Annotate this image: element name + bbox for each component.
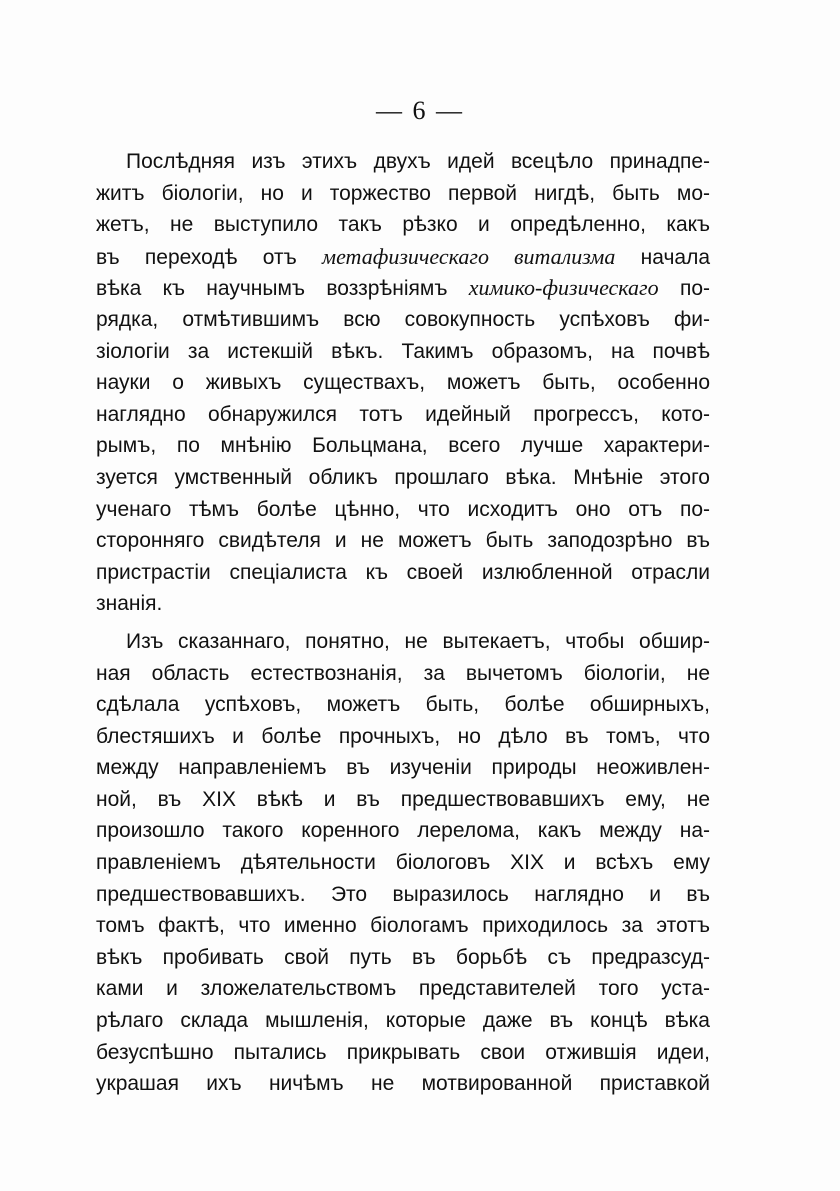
page-number: — 6 — xyxy=(376,96,464,125)
text-line: жетъ, не выступило такъ рѣзко и опредѣленно, какъ xyxy=(96,213,710,237)
text-line: науки о живыхъ существахъ, можетъ быть, особенно xyxy=(96,371,710,395)
text-line: блестяшихъ и болѣе прочныхъ, но дѣло въ томъ, что xyxy=(96,724,710,748)
text-line: ками и зложелательствомъ представителей того уста- xyxy=(96,977,710,1001)
text-line: предшествовавшихъ. Это выразилось наглядно и въ xyxy=(96,882,710,906)
text-line xyxy=(96,272,710,304)
italic-term: метафизическаго витализма xyxy=(322,243,616,269)
italic-term: химико-физическаго xyxy=(468,275,659,301)
text-segment: по- xyxy=(658,277,710,301)
text-line: безуспѣшно пытались прикрывать свои отжившія идеи, xyxy=(96,1040,710,1064)
text-line: ной, въ XIX вѣкѣ и въ предшествовавшихъ ему, не xyxy=(96,787,710,811)
paragraph-2 xyxy=(96,626,710,1100)
text-segment: начала xyxy=(615,245,711,269)
text-line: сторонняго свидѣтеля и не можетъ быть заподозрѣно въ xyxy=(96,529,710,553)
text-line: знанія. xyxy=(96,592,163,616)
text-line: ная область естествознанія, за вычетомъ біологіи, не xyxy=(96,661,710,685)
text-segment: вѣка къ научнымъ воззрѣніямъ xyxy=(96,277,469,301)
text-line: вѣкъ пробивать свой путь въ борьбѣ съ предразсуд- xyxy=(96,945,710,969)
text-line: сдѣлала успѣховъ, можетъ быть, болѣе обширныхъ, xyxy=(96,693,710,717)
text-segment: въ переходѣ отъ xyxy=(96,245,323,269)
text-line: житъ біологіи, но и торжество первой нигдѣ, быть мо- xyxy=(96,181,710,205)
text-line: ученаго тѣмъ болѣе цѣнно, что исходитъ оно отъ по- xyxy=(96,497,710,521)
text-line: украшая ихъ ничѣмъ не мотвированной приставкой xyxy=(96,1072,710,1096)
text-line: рѣлаго склада мышленія, которые даже въ концѣ вѣка xyxy=(96,1009,710,1033)
text-line: зіологіи за истекшій вѣкъ. Такимъ образомъ, на почвѣ xyxy=(96,339,710,363)
paragraph-1 xyxy=(96,146,710,620)
text-line: томъ фактѣ, что именно біологамъ приходилось за этотъ xyxy=(96,914,710,938)
page-text xyxy=(96,146,710,1100)
text-line: Изъ сказаннаго, понятно, не вытекаетъ, чтобы обшир- xyxy=(126,629,710,653)
text-line: наглядно обнаружился тотъ идейный прогрессъ, кото- xyxy=(96,402,710,426)
text-line xyxy=(96,241,710,273)
text-line: рядка, отмѣтившимъ всю совокупность успѣховъ фи- xyxy=(96,307,710,331)
text-line: зуется умственный обликъ прошлаго вѣка. Мнѣніе этого xyxy=(96,465,710,489)
text-line: рымъ, по мнѣнію Больцмана, всего лучше характери- xyxy=(96,434,710,458)
text-line: Послѣдняя изъ этихъ двухъ идей всецѣло принадпе- xyxy=(126,150,710,173)
text-line: правленіемъ дѣятельности біологовъ XIX и всѣхъ ему xyxy=(96,851,710,875)
text-line: пристрастіи спеціалиста къ своей излюбленной отрасли xyxy=(96,560,710,584)
text-line: произошло такого коренного лерелома, какъ между на- xyxy=(96,819,710,843)
text-line: между направленіемъ въ изученіи природы неоживлен- xyxy=(96,756,710,780)
